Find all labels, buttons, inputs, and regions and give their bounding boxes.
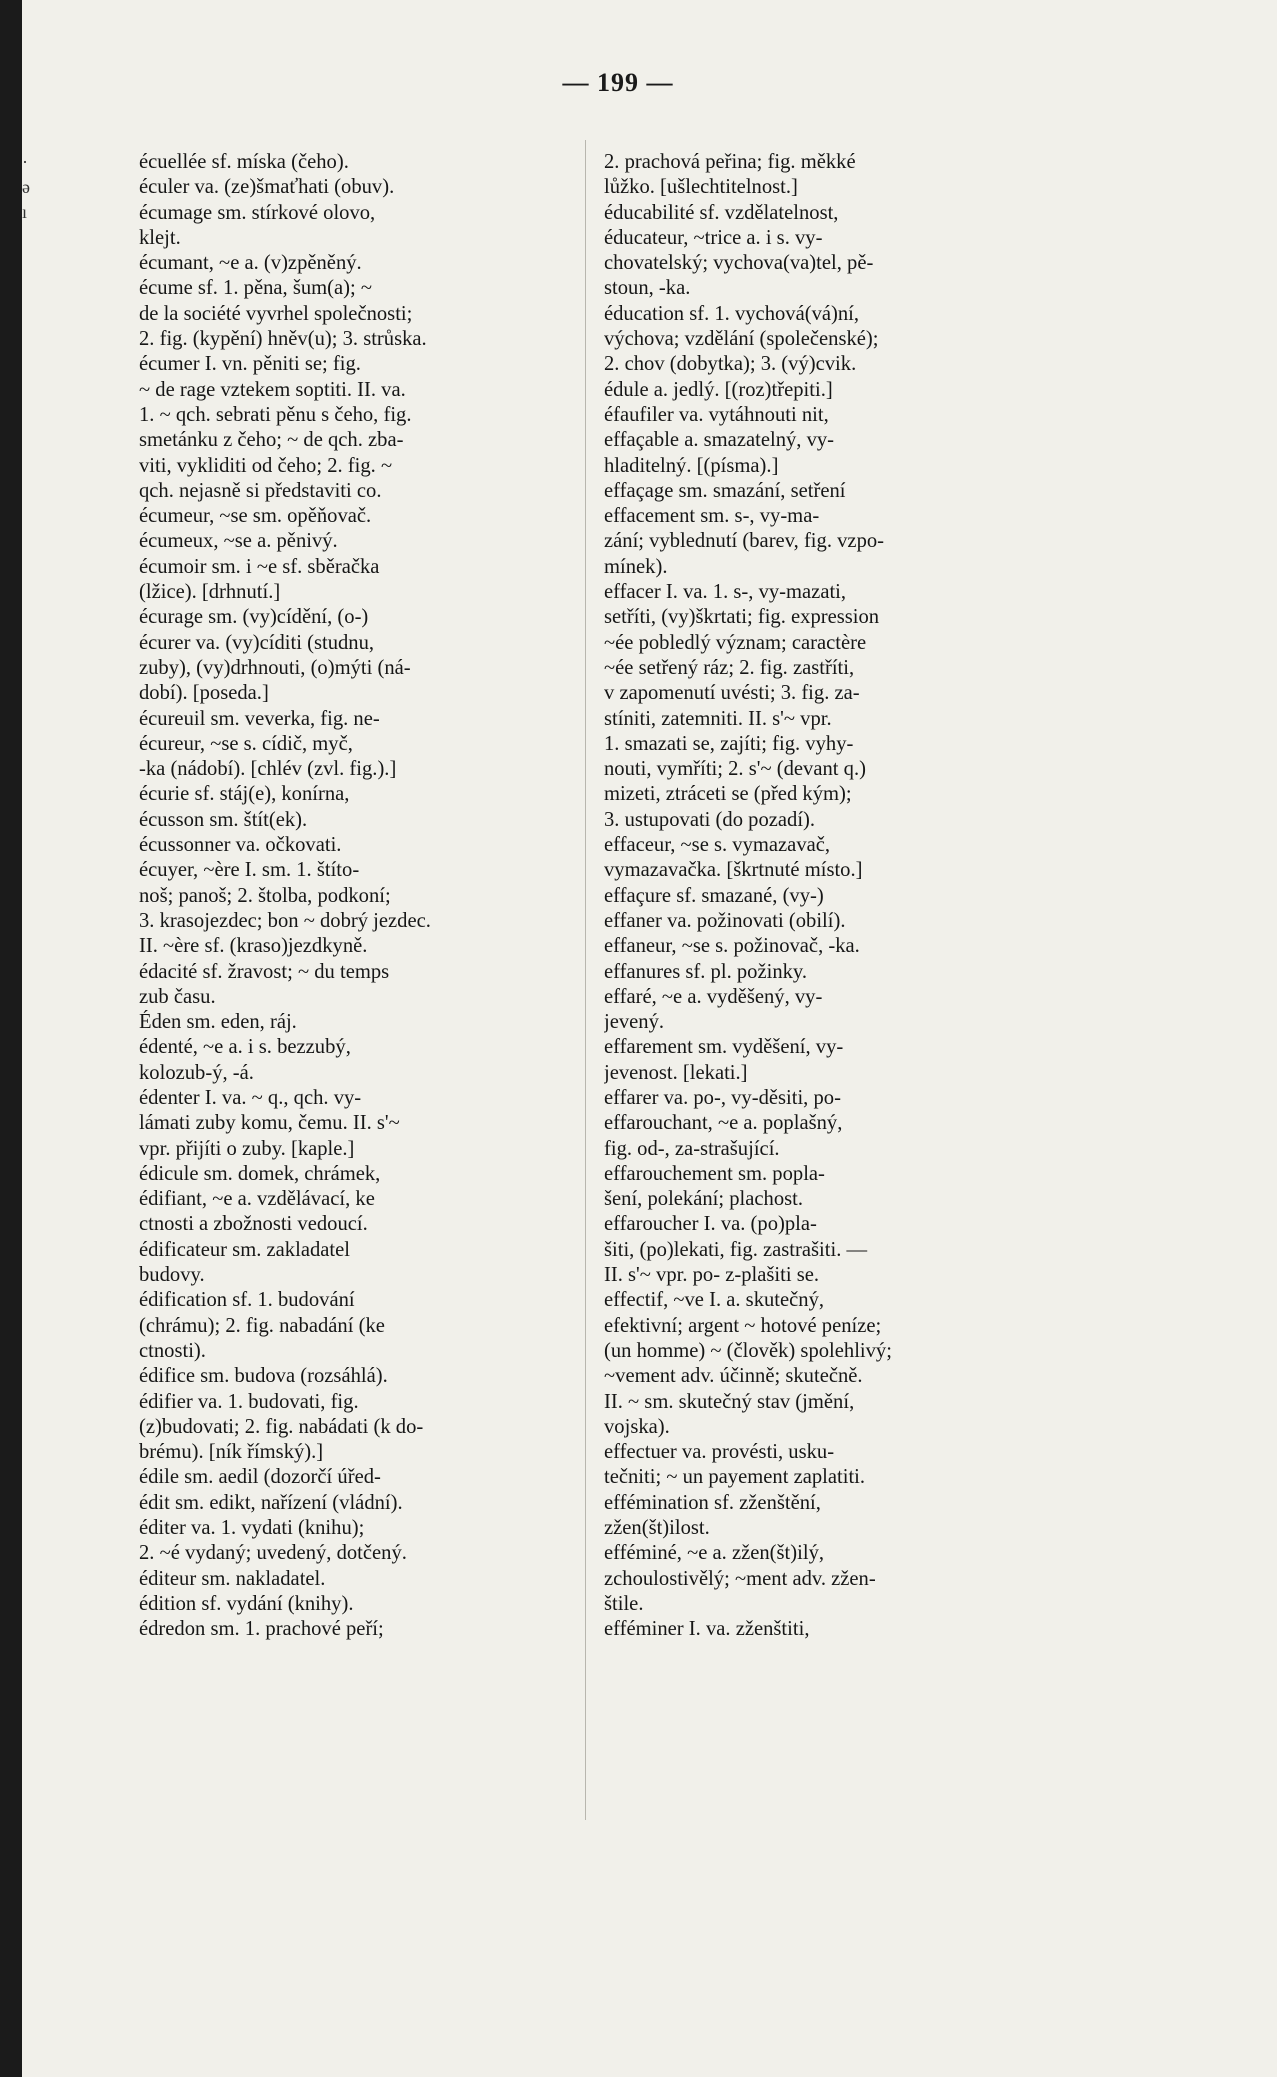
dictionary-line: II. ~ère sf. (kraso)jezdkyně. bbox=[139, 935, 368, 958]
dictionary-line: ~vement adv. účinně; skutečně. bbox=[604, 1365, 863, 1388]
dictionary-line: 3. krasojezdec; bon ~ dobrý jezdec. bbox=[139, 909, 431, 932]
dictionary-line: stoun, -ka. bbox=[604, 277, 691, 300]
dictionary-line: écumer I. vn. pěniti se; fig. bbox=[139, 353, 361, 376]
dictionary-line: II. ~ sm. skutečný stav (jmění, bbox=[604, 1390, 855, 1413]
dictionary-line: écumeux, ~se a. pěnivý. bbox=[139, 530, 338, 553]
dictionary-line: éducateur, ~trice a. i s. vy- bbox=[604, 226, 823, 249]
dictionary-line: éducation sf. 1. vychová(vá)ní, bbox=[604, 302, 860, 325]
dictionary-line: ctnosti). bbox=[139, 1339, 206, 1362]
dictionary-line: éditer va. 1. vydati (knihu); bbox=[139, 1517, 365, 1540]
dictionary-line: 2. prachová peřina; fig. měkké bbox=[604, 151, 856, 173]
dictionary-line: kolozub-ý, -á. bbox=[139, 1061, 254, 1084]
dictionary-line: ~ée setřený ráz; 2. fig. zastříti, bbox=[604, 656, 855, 679]
dictionary-line: édification sf. 1. budování bbox=[139, 1289, 355, 1312]
dictionary-line: vojska). bbox=[604, 1415, 670, 1438]
dictionary-line: šiti, (po)lekati, fig. zastrašiti. — bbox=[604, 1238, 868, 1261]
dictionary-line: efektivní; argent ~ hotové peníze; bbox=[604, 1314, 882, 1337]
dictionary-line: effaçable a. smazatelný, vy- bbox=[604, 429, 835, 452]
dictionary-line: fig. od-, za-strašující. bbox=[604, 1137, 780, 1160]
dictionary-line: écureuil sm. veverka, fig. ne- bbox=[139, 707, 380, 730]
dictionary-line: v zapomenutí uvésti; 3. fig. za- bbox=[604, 682, 860, 705]
dictionary-line: smetánku z čeho; ~ de qch. zba- bbox=[139, 429, 404, 452]
dictionary-line: effarer va. po-, vy-děsiti, po- bbox=[604, 1086, 841, 1109]
dictionary-line: II. s'~ vpr. po- z-plašiti se. bbox=[604, 1264, 820, 1287]
dictionary-line: šení, polekání; plachost. bbox=[604, 1188, 804, 1211]
dictionary-line: édredon sm. 1. prachové peří; bbox=[139, 1618, 384, 1641]
dictionary-line: effaroucher I. va. (po)pla- bbox=[604, 1213, 817, 1236]
dictionary-line: (lžice). [drhnutí.] bbox=[139, 581, 281, 604]
dictionary-line: dobí). [poseda.] bbox=[139, 682, 269, 705]
dictionary-line: effectif, ~ve I. a. skutečný, bbox=[604, 1289, 825, 1312]
dictionary-line: setříti, (vy)škrtati; fig. expression bbox=[604, 606, 880, 629]
dictionary-line: édifice sm. budova (rozsáhlá). bbox=[139, 1365, 388, 1388]
dictionary-line: écurer va. (vy)cíditi (studnu, bbox=[139, 631, 375, 654]
dictionary-line: écumage sm. stírkové olovo, bbox=[139, 201, 376, 224]
dictionary-line: nouti, vymříti; 2. s'~ (devant q.) bbox=[604, 758, 866, 781]
dictionary-line: édifier va. 1. budovati, fig. bbox=[139, 1390, 359, 1413]
dictionary-line: écume sf. 1. pěna, šum(a); ~ bbox=[139, 277, 373, 300]
dictionary-line: écuellée sf. míska (čeho). bbox=[139, 151, 349, 173]
dictionary-line: budovy. bbox=[139, 1264, 205, 1287]
dictionary-line: édacité sf. žravost; ~ du temps bbox=[139, 960, 390, 983]
dictionary-line: ctnosti a zbožnosti vedoucí. bbox=[139, 1213, 368, 1236]
dictionary-line: écumoir sm. i ~e sf. sběračka bbox=[139, 555, 380, 578]
dictionary-line: éfaufiler va. vytáhnouti nit, bbox=[604, 403, 829, 426]
dictionary-line: vymazavačka. [škrtnuté místo.] bbox=[604, 859, 863, 882]
dictionary-line: klejt. bbox=[139, 226, 181, 249]
dictionary-line: effémination sf. zženštění, bbox=[604, 1491, 821, 1514]
dictionary-line: écurage sm. (vy)cídění, (o-) bbox=[139, 606, 369, 629]
dictionary-line: zání; vyblednutí (barev, fig. vzpo- bbox=[604, 530, 885, 553]
dictionary-line: 3. ustupovati (do pozadí). bbox=[604, 808, 816, 831]
dictionary-line: 1. smazati se, zajíti; fig. vyhy- bbox=[604, 732, 854, 755]
dictionary-line: 1. ~ qch. sebrati pěnu s čeho, fig. bbox=[139, 403, 412, 426]
dictionary-line: lůžko. [ušlechtitelnost.] bbox=[604, 176, 798, 199]
dictionary-line: écureur, ~se s. cídič, myč, bbox=[139, 732, 353, 755]
dictionary-line: vpr. přijíti o zuby. [kaple.] bbox=[139, 1137, 355, 1160]
page-number: — 199 — bbox=[562, 68, 674, 97]
dictionary-page bbox=[22, 0, 1277, 2077]
bleed-through-marks: · ǝ ı bbox=[22, 152, 30, 222]
dictionary-line: effanures sf. pl. požinky. bbox=[604, 960, 808, 983]
dictionary-line: tečniti; ~ un payement zaplatiti. bbox=[604, 1466, 866, 1489]
dictionary-line: jevenost. [lekati.] bbox=[604, 1061, 748, 1084]
dictionary-line: effaceur, ~se s. vymazavač, bbox=[604, 834, 831, 857]
dictionary-line: écurie sf. stáj(e), konírna, bbox=[139, 783, 350, 806]
dictionary-line: effaçure sf. smazané, (vy-) bbox=[604, 884, 824, 907]
dictionary-line: effectuer va. provésti, usku- bbox=[604, 1441, 835, 1464]
right-column bbox=[604, 150, 1047, 2030]
dictionary-line: výchova; vzdělání (společenské); bbox=[604, 328, 879, 351]
dictionary-line: (chrámu); 2. fig. nabadání (ke bbox=[139, 1314, 385, 1337]
dictionary-line: zuby), (vy)drhnouti, (o)mýti (ná- bbox=[139, 656, 411, 679]
dictionary-line: ~ée pobledlý význam; caractère bbox=[604, 631, 867, 654]
dictionary-line: hladitelný. [(písma).] bbox=[604, 454, 779, 477]
dictionary-line: (z)budovati; 2. fig. nabádati (k do- bbox=[139, 1415, 424, 1438]
dictionary-line: (un homme) ~ (člověk) spolehlivý; bbox=[604, 1339, 892, 1362]
dictionary-line: édificateur sm. zakladatel bbox=[139, 1238, 350, 1261]
dictionary-line: stíniti, zatemniti. II. s'~ vpr. bbox=[604, 707, 832, 730]
dictionary-line: édicule sm. domek, chrámek, bbox=[139, 1162, 381, 1185]
dictionary-line: effarouchant, ~e a. poplašný, bbox=[604, 1112, 843, 1135]
dictionary-line: effarement sm. vyděšení, vy- bbox=[604, 1036, 844, 1059]
dictionary-line: mínek). bbox=[604, 555, 668, 578]
left-column bbox=[139, 150, 582, 2030]
dictionary-line: zub času. bbox=[139, 985, 216, 1008]
dictionary-line: effaçage sm. smazání, setření bbox=[604, 479, 846, 502]
dictionary-line: écumant, ~e a. (v)zpěněný. bbox=[139, 252, 362, 275]
dictionary-line: brému). [ník římský).] bbox=[139, 1441, 324, 1464]
dictionary-line: édile sm. aedil (dozorčí úřed- bbox=[139, 1466, 381, 1489]
dictionary-line: effarouchement sm. popla- bbox=[604, 1162, 825, 1185]
dictionary-line: mizeti, ztráceti se (před kým); bbox=[604, 783, 852, 806]
dictionary-line: qch. nejasně si představiti co. bbox=[139, 479, 382, 502]
dictionary-line: éculer va. (ze)šmaťhati (obuv). bbox=[139, 176, 395, 199]
dictionary-line: Éden sm. eden, ráj. bbox=[139, 1011, 297, 1034]
dictionary-line: ~ de rage vztekem soptiti. II. va. bbox=[139, 378, 406, 401]
dictionary-line: noš; panoš; 2. štolba, podkoní; bbox=[139, 884, 391, 907]
dictionary-line: efféminé, ~e a. zžen(št)ilý, bbox=[604, 1542, 825, 1565]
dictionary-line: effaneur, ~se s. požinovač, -ka. bbox=[604, 935, 860, 958]
dictionary-line: effacement sm. s-, vy-ma- bbox=[604, 505, 820, 528]
dictionary-line: de la société vyvrhel společnosti; bbox=[139, 302, 413, 325]
dictionary-line: jevený. bbox=[604, 1011, 665, 1034]
dictionary-line: édifiant, ~e a. vzdělávací, ke bbox=[139, 1188, 375, 1211]
dictionary-line: écumeur, ~se sm. opěňovač. bbox=[139, 505, 372, 528]
dictionary-line: 2. chov (dobytka); 3. (vý)cvik. bbox=[604, 353, 857, 376]
dictionary-line: zžen(št)ilost. bbox=[604, 1517, 710, 1540]
dictionary-line: édition sf. vydání (knihy). bbox=[139, 1592, 354, 1615]
dictionary-line: štile. bbox=[604, 1592, 644, 1615]
dictionary-line: édenter I. va. ~ q., qch. vy- bbox=[139, 1086, 362, 1109]
dictionary-line: édule a. jedlý. [(roz)třepiti.] bbox=[604, 378, 833, 401]
dictionary-line: effaner va. požinovati (obilí). bbox=[604, 909, 846, 932]
dictionary-line: zchoulostivělý; ~ment adv. zžen- bbox=[604, 1567, 876, 1590]
dictionary-line: écuyer, ~ère I. sm. 1. štíto- bbox=[139, 859, 360, 882]
dictionary-line: effaré, ~e a. vyděšený, vy- bbox=[604, 985, 823, 1008]
dictionary-line: chovatelský; vychova(va)tel, pě- bbox=[604, 252, 874, 275]
dictionary-line: écussonner va. očkovati. bbox=[139, 834, 342, 857]
column-divider bbox=[585, 140, 586, 1820]
dictionary-line: effacer I. va. 1. s-, vy-mazati, bbox=[604, 581, 847, 604]
dictionary-line: éducabilité sf. vzdělatelnost, bbox=[604, 201, 839, 224]
dictionary-line: viti, vykliditi od čeho; 2. fig. ~ bbox=[139, 454, 393, 477]
dictionary-line: éditeur sm. nakladatel. bbox=[139, 1567, 326, 1590]
dictionary-line: 2. ~é vydaný; uvedený, dotčený. bbox=[139, 1542, 407, 1565]
dictionary-line: édit sm. edikt, nařízení (vládní). bbox=[139, 1491, 403, 1514]
dictionary-line: lámati zuby komu, čemu. II. s'~ bbox=[139, 1112, 400, 1135]
dictionary-line: 2. fig. (kypění) hněv(u); 3. strůska. bbox=[139, 328, 427, 351]
dictionary-line: édenté, ~e a. i s. bezzubý, bbox=[139, 1036, 351, 1059]
dictionary-line: efféminer I. va. zženštiti, bbox=[604, 1618, 810, 1641]
dictionary-line: écusson sm. štít(ek). bbox=[139, 808, 308, 831]
dictionary-line: -ka (nádobí). [chlév (zvl. fig.).] bbox=[139, 758, 397, 781]
